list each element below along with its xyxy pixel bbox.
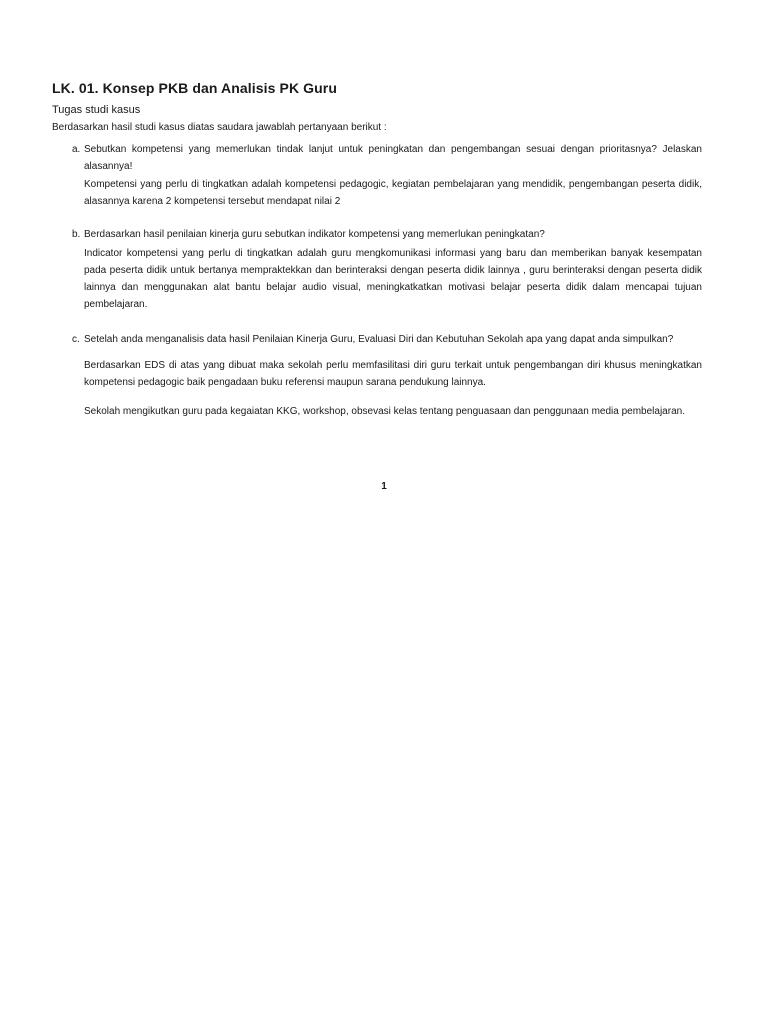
answer-c-2: Sekolah mengikutkan guru pada kegaiatan KKG, workshop, obsevasi kelas tentang penguasaan dan penggunaan media pembelajaran. <box>84 406 685 417</box>
answer-b: Indicator kompetensi yang perlu di tingkatkan adalah guru mengkomunikasi informasi yang baru dan memberikan banyak kesempatan pada peserta didik untuk bertanya mempraktekkan dan berinteraksi dengan peserta didik lainnya , guru berinteraksi dengan peserta didik lainnya dan menggunakan alat bantu belajar audio visual, meningkatkatkan motivasi belajar peserta didik dalam mencapai tujuan pembelajaran. <box>84 248 702 310</box>
document-subtitle: Tugas studi kasus <box>52 104 141 116</box>
question-letter: c. <box>72 334 80 345</box>
question-text: Sebutkan kompetensi yang memerlukan tindak lanjut untuk peningkatan dan pengembangan sesuai dengan prioritasnya? Jelaskan alasannya! <box>84 144 702 172</box>
intro-text: Berdasarkan hasil studi kasus diatas saudara jawablah pertanyaan berikut : <box>52 122 387 133</box>
page-number: 1 <box>381 481 387 492</box>
answer-c-1: Berdasarkan EDS di atas yang dibuat maka sekolah perlu memfasilitasi diri guru terkait untuk pengembangan diri khusus meningkatkan kompetensi pedagogic baik pengadaan buku referensi maupun sarana pendukung lainnya. <box>84 360 702 388</box>
document-title: LK. 01. Konsep PKB dan Analisis PK Guru <box>52 80 337 96</box>
question-a <box>68 142 702 175</box>
question-letter: a. <box>72 144 81 155</box>
question-text: Berdasarkan hasil penilaian kinerja guru sebutkan indikator kompetensi yang memerlukan peningkatan? <box>84 229 545 240</box>
question-c <box>68 332 702 349</box>
question-letter: b. <box>72 229 81 240</box>
question-text: Setelah anda menganalisis data hasil Penilaian Kinerja Guru, Evaluasi Diri dan Kebutuhan Sekolah apa yang dapat anda simpulkan? <box>84 334 674 345</box>
question-b <box>68 227 702 244</box>
answer-a: Kompetensi yang perlu di tingkatkan adalah kompetensi pedagogic, kegiatan pembelajaran yang mendidik, pengembangan peserta didik, alasannya karena 2 kompetensi tersebut mendapat nilai 2 <box>84 179 702 207</box>
